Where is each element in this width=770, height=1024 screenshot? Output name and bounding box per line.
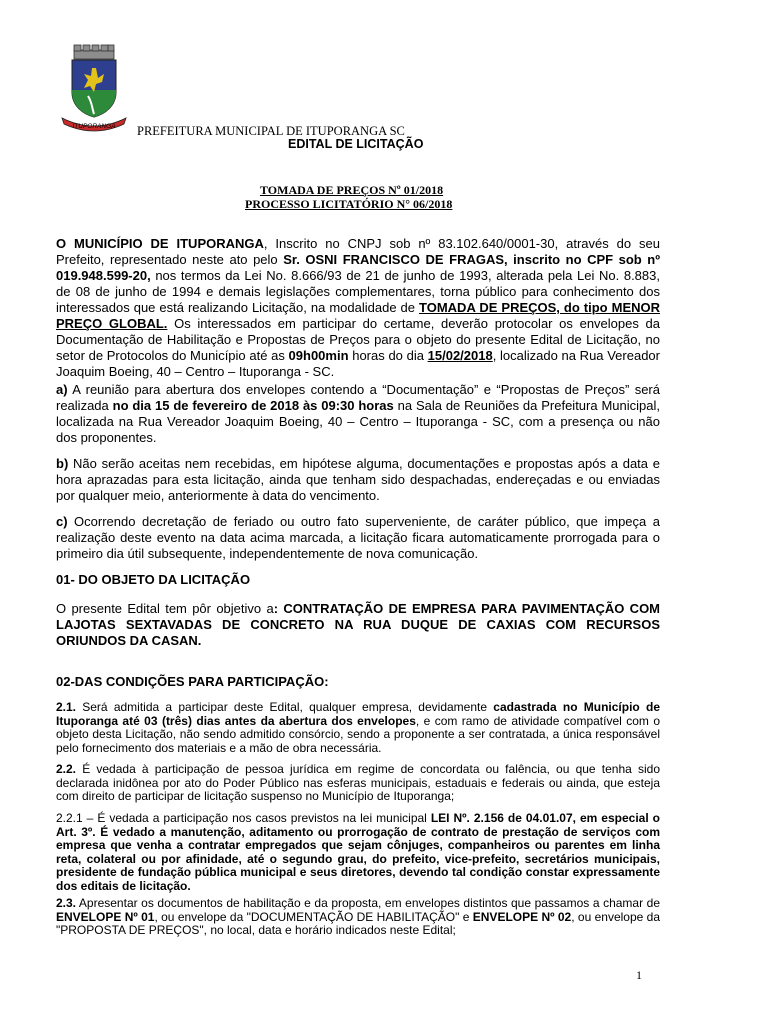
clause-text: , e com ramo de atividade compatível com o objeto desta Licitação, não sendo admitido consórcio, sendo a proponente a ser contratada, a única responsável pelo fornecimento dos materiais e a mão de obra necessária. xyxy=(56,713,660,755)
item-c-mark: c) xyxy=(56,514,68,529)
envelope-01-label: ENVELOPE Nº 01 xyxy=(56,909,155,924)
item-c-paragraph xyxy=(56,514,660,562)
envelope-02-label: ENVELOPE Nº 02 xyxy=(472,909,572,924)
object-description: : CONTRATAÇÃO DE EMPRESA PARA PAVIMENTAÇÃO COM LAJOTAS SEXTAVADAS DE CONCRETO NA RUA DUQUE DE CAXIAS COM RECURSOS ORIUNDOS DA CASAN. xyxy=(56,601,661,648)
clause-2-3 xyxy=(56,897,660,938)
deadline-hour: 09h00min xyxy=(288,348,349,363)
item-a-text: A reunião para abertura dos envelopes contendo a “Documentação” e “Propostas de Preços” será realizada xyxy=(56,382,660,413)
clause-text: É vedada à participação de pessoa jurídica em regime de concordata ou falência, ou que tenha sido declarada inidônea por ato do Poder Público nas esferas municipais, estaduais e federais ou ainda, que esteja com direito de participar de licitação suspenso no Município de Ituporanga; xyxy=(56,762,660,803)
clause-number: 2.2. xyxy=(56,762,77,776)
item-a-text: na Sala de Reuniões da Prefeitura Municipal, localizada na Rua Vereador Joaquim Boeing, 40 – Centro – Ituporanga - SC, com a presença ou não dos proponentes. xyxy=(56,398,660,445)
municipality-lead: O MUNICÍPIO DE ITUPORANGA xyxy=(56,236,264,251)
clause-2-2 xyxy=(56,763,660,804)
section-02-heading: 02-DAS CONDIÇÕES PARA PARTICIPAÇÃO: xyxy=(56,674,329,689)
item-a-mark: a) xyxy=(56,382,68,397)
deadline-date: 15/02/2018 xyxy=(427,348,493,363)
clause-text: , ou envelope da "DOCUMENTAÇÃO DE HABILITAÇÃO" e xyxy=(154,909,473,924)
item-c-text: Ocorrendo decretação de feriado ou outro fato superveniente, de caráter público, que impeça a realização deste evento na data acima marcada, a licitação ficara automaticamente prorrogada para o primeiro dia útil subsequente, independentemente de nova comunicação. xyxy=(56,514,660,561)
clause-text: 2.2.1 – É vedada a participação nos casos previstos na lei municipal xyxy=(56,811,431,825)
section-01-paragraph xyxy=(56,601,660,649)
clause-text: Apresentar os documentos de habilitação e da proposta, em envelopes distintos que passamos a chamar de xyxy=(76,896,660,910)
modalidade: TOMADA DE PREÇOS, do tipo MENOR PREÇO GLOBAL. xyxy=(56,300,661,331)
clause-number: 2.3. xyxy=(56,896,77,910)
page-number: 1 xyxy=(636,968,642,982)
edital-title: EDITAL DE LICITAÇÃO xyxy=(288,137,424,151)
object-text: O presente Edital tem pôr objetivo a xyxy=(56,601,274,616)
intro-paragraph xyxy=(56,236,660,380)
clause-2-1 xyxy=(56,701,660,755)
processo-licitatorio-title: PROCESSO LICITATÓRIO N° 06/2018 xyxy=(245,197,453,211)
intro-text: Os interessados em participar do certame, deverão protocolar os envelopes da Documentação de Habilitação e Propostas de Preços para o objeto do presente Edital de Licitação, no setor de Protocolos do Município até as xyxy=(56,316,660,363)
shield xyxy=(72,60,116,117)
section-01-heading: 01- DO OBJETO DA LICITAÇÃO xyxy=(56,572,251,587)
intro-text: horas do dia xyxy=(348,348,428,363)
item-b-mark: b) xyxy=(56,456,69,471)
municipal-coat-of-arms-logo xyxy=(58,42,130,132)
item-b-paragraph xyxy=(56,456,660,504)
tomada-de-precos-title: TOMADA DE PREÇOS Nº 01/2018 xyxy=(260,183,444,197)
clause-text: Será admitida a participar deste Edital, qualquer empresa, devidamente xyxy=(76,700,494,714)
clause-2-2-1 xyxy=(56,812,660,893)
clause-emphasis: LEI Nº. 2.156 de 04.01.07, em especial o Art. 3º. É vedado a manutenção, aditamento ou prorrogação de contrato de prestação de serviços com empresa que venha a contratar empregados que sejam cônjuges, companheiros ou parentes em linha reta, colateral ou por afinidade, até o segundo grau, do prefeito, vice-prefeito, secretários municipais, presidente de fundação pública municipal e seus diretores, devendo tal condição constar expressamente dos editais de licitação. xyxy=(56,811,660,893)
meeting-date: no dia 15 de fevereiro de 2018 às 09:30 horas xyxy=(112,398,394,413)
clause-number: 2.1. xyxy=(56,700,77,714)
intro-text: , localizado na Rua Vereador Joaquim Boeing, 40 – Centro – Ituporanga - SC. xyxy=(56,348,660,379)
clause-text: , ou envelope da "PROPOSTA DE PREÇOS", no local, data e horário indicados neste Edital; xyxy=(56,909,661,937)
prefeito-name: Sr. OSNI FRANCISCO DE FRAGAS, inscrito no CPF sob nº 019.948.599-20, xyxy=(56,252,660,283)
mural-crown xyxy=(74,45,114,59)
municipality-name: PREFEITURA MUNICIPAL DE ITUPORANGA SC xyxy=(137,124,405,138)
intro-text: , Inscrito no CNPJ sob nº 83.102.640/0001-30, através do seu Prefeito, representado neste ato pelo xyxy=(56,236,660,267)
banner-text: ITUPORANGA xyxy=(72,123,116,130)
clause-emphasis: cadastrada no Município de Ituporanga até 03 (três) dias antes da abertura dos envelopes xyxy=(56,700,661,728)
item-a-paragraph xyxy=(56,382,660,446)
intro-text: nos termos da Lei No. 8.666/93 de 21 de junho de 1993, alterada pela Lei No. 8.883, de 08 de junho de 1994 e demais legislações complementares, torna público para conhecimento dos interessados que está realizando Licitação, na modalidade de xyxy=(56,268,660,315)
item-b-text: Não serão aceitas nem recebidas, em hipótese alguma, documentações e propostas após a data e hora aprazadas para esta licitação, ainda que tenham sido despachadas, endereçadas e ou enviadas por qualquer meio, anteriormente à data do vencimento. xyxy=(56,456,660,503)
